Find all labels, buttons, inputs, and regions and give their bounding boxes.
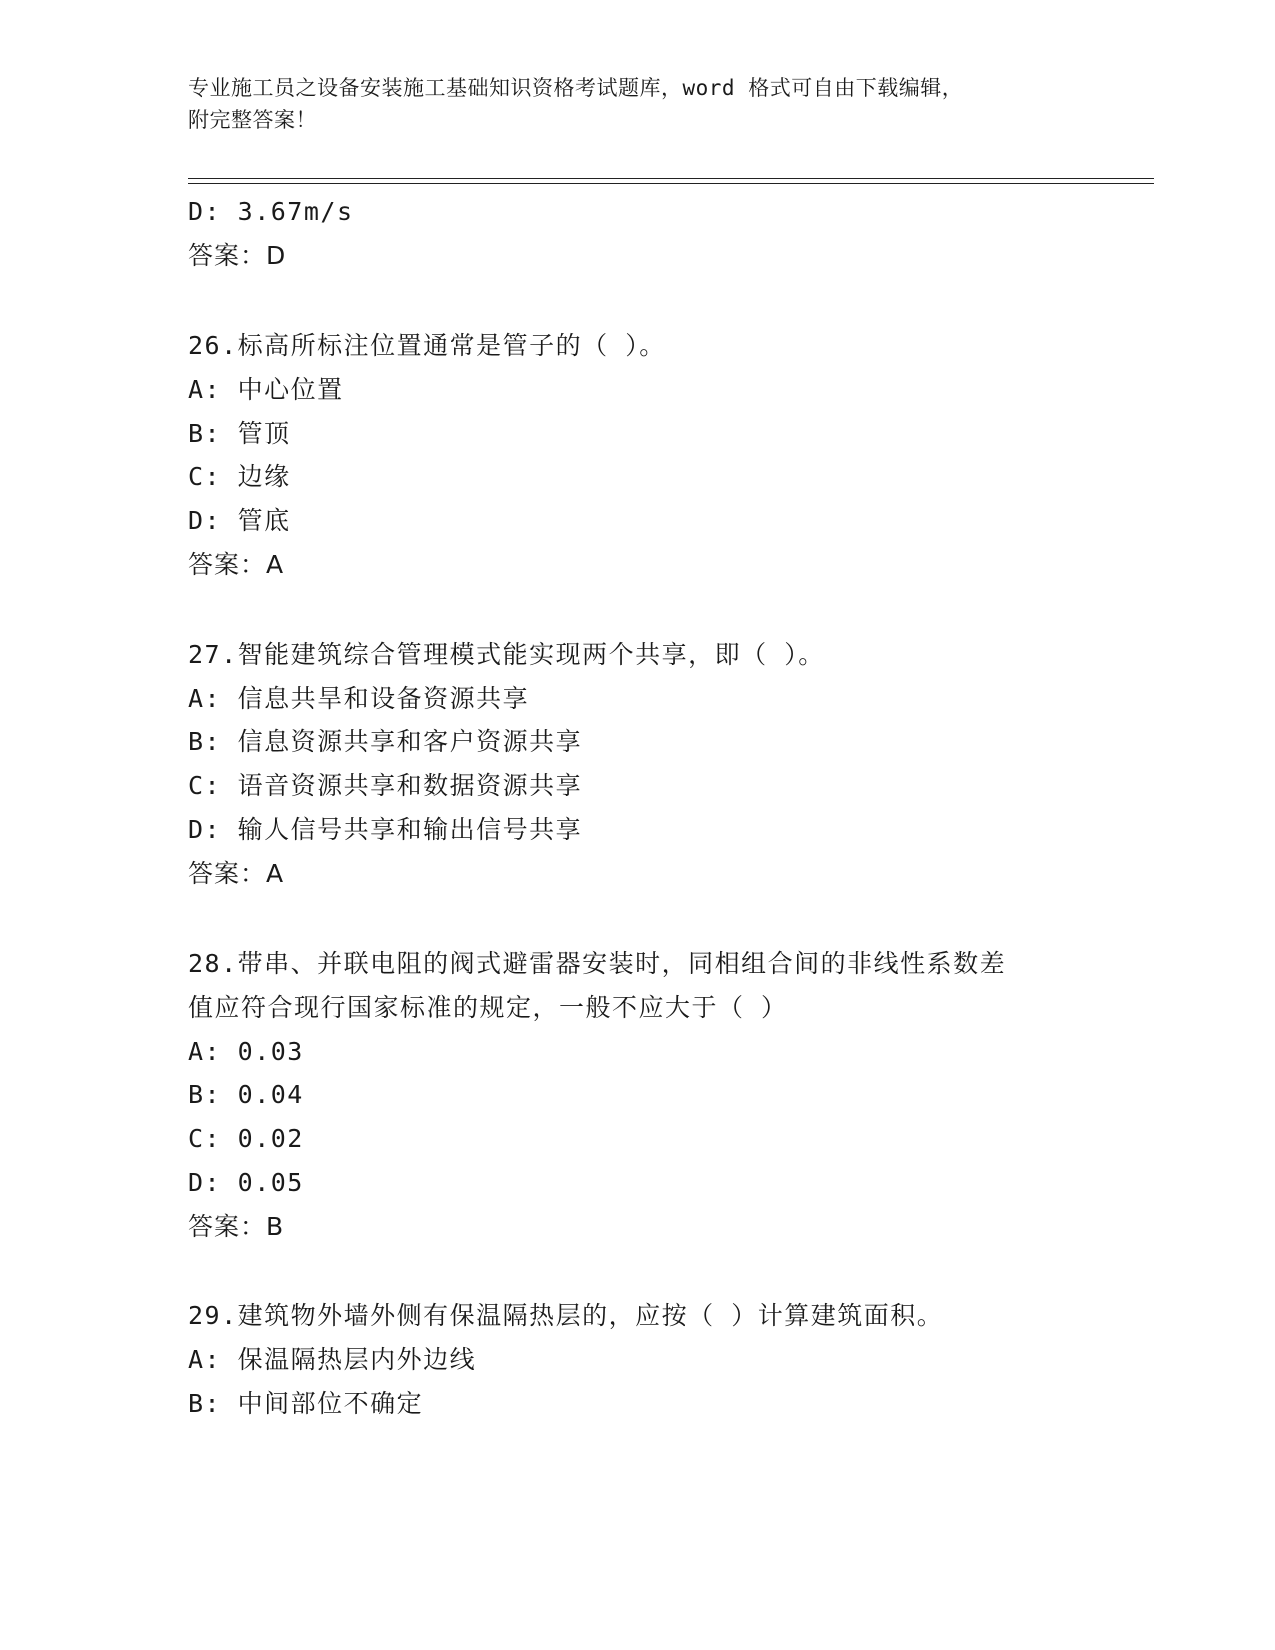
q28-question-line-2: 值应符合现行国家标准的规定，一般不应大于（ ） (188, 993, 788, 1022)
q26-option-a: A: 中心位置 (188, 375, 344, 404)
header-divider-top (188, 178, 1154, 179)
q27-option-a: A: 信息共旱和设备资源共享 (188, 684, 530, 713)
q29-option-a: A: 保温隔热层内外边线 (188, 1345, 477, 1374)
q29-option-b: B: 中间部位不确定 (188, 1389, 424, 1418)
q25-option-d: D: 3.67m/s (188, 197, 354, 226)
q27-answer: 答案：A (188, 859, 285, 888)
header-line-1: 专业施工员之设备安装施工基础知识资格考试题库，word 格式可自由下载编辑， (188, 76, 964, 100)
header-divider-bottom (188, 183, 1154, 184)
q25-answer: 答案：D (188, 241, 287, 270)
q26-answer: 答案：A (188, 550, 285, 579)
q28-option-c: C: 0.02 (188, 1124, 304, 1153)
q27-option-d: D: 输人信号共享和输出信号共享 (188, 815, 583, 844)
q26-option-d: D: 管底 (188, 506, 291, 535)
q26-option-b: B: 管顶 (188, 419, 291, 448)
q28-option-b: B: 0.04 (188, 1080, 304, 1109)
q28-answer: 答案：B (188, 1212, 285, 1241)
q27-question: 27.智能建筑综合管理模式能实现两个共享，即（ ）。 (188, 640, 825, 669)
q27-option-b: B: 信息资源共享和客户资源共享 (188, 727, 583, 756)
q28-question-line-1: 28.带串、并联电阻的阀式避雷器安装时，同相组合间的非线性系数差 (188, 949, 1007, 978)
header-line-2: 附完整答案！ (188, 108, 317, 132)
q26-option-c: C: 边缘 (188, 462, 291, 491)
q29-question: 29.建筑物外墙外侧有保温隔热层的，应按（ ）计算建筑面积。 (188, 1301, 944, 1330)
document-header (188, 72, 1088, 136)
q28-option-d: D: 0.05 (188, 1168, 304, 1197)
q28-option-a: A: 0.03 (188, 1037, 304, 1066)
q26-question: 26.标高所标注位置通常是管子的（ ）。 (188, 331, 666, 360)
q27-option-c: C: 语音资源共享和数据资源共享 (188, 771, 583, 800)
